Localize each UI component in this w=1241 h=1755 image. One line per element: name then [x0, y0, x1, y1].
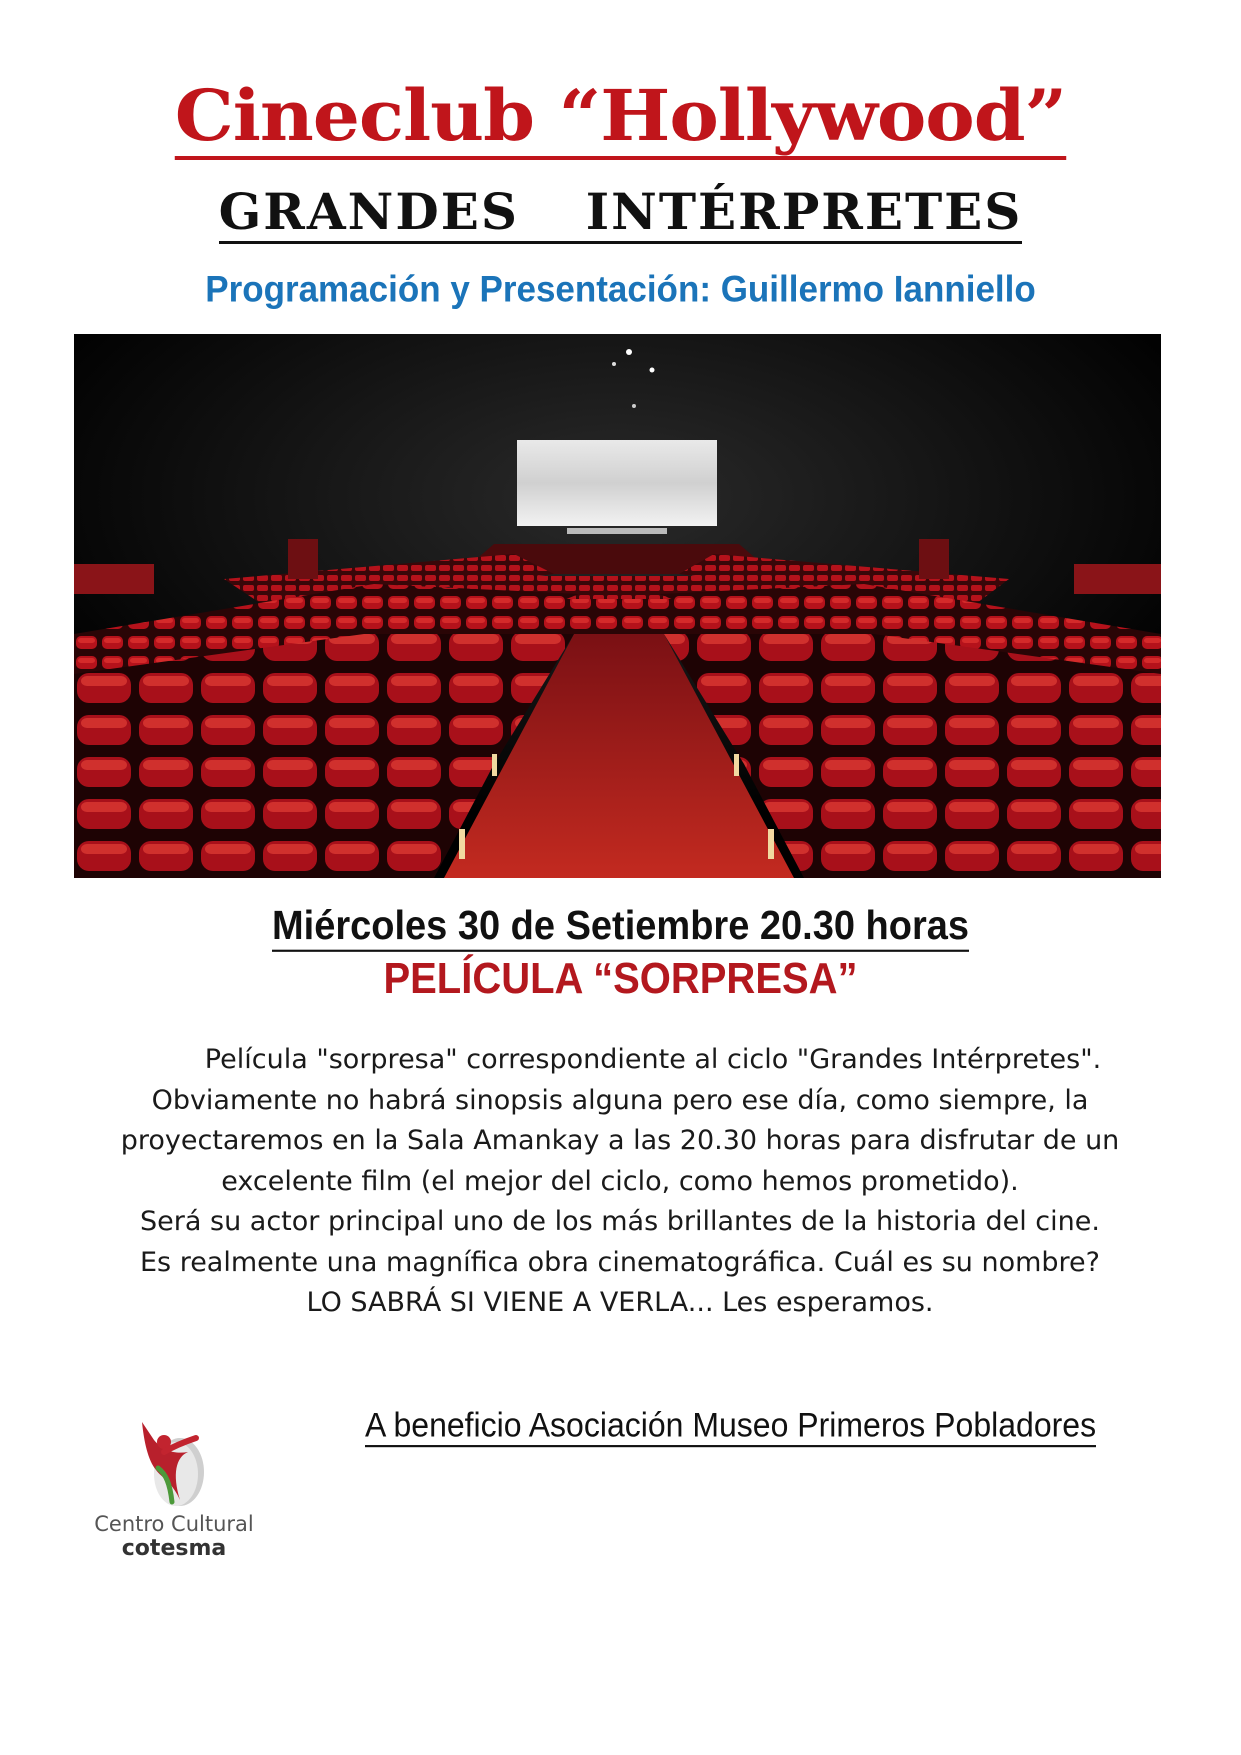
- cineclub-title-text: Cineclub “Hollywood”: [175, 78, 1066, 160]
- benefit-note: A beneficio Asociación Museo Primeros Pobladores: [365, 1404, 1096, 1447]
- movie-title: PELÍCULA “SORPRESA”: [383, 955, 858, 1003]
- logo-line-1: Centro Cultural: [94, 1512, 254, 1536]
- description-line: Película "sorpresa" correspondiente al ciclo "Grandes Intérpretes".: [204, 1044, 1102, 1075]
- event-description: [100, 1040, 1140, 1324]
- description-line: Será su actor principal uno de los más brillantes de la historia del cine.: [140, 1206, 1100, 1237]
- person-figure-icon: [84, 1412, 264, 1512]
- event-date-time: [0, 904, 1241, 950]
- description-line: Obviamente no habrá sinopsis alguna pero ese día, como siempre, la: [151, 1084, 1089, 1116]
- presenter-line: Programación y Presentación: Guillermo Ianniello: [205, 269, 1036, 310]
- centro-cultural-cotesma-logo: [84, 1412, 264, 1562]
- cineclub-title: [0, 74, 1241, 160]
- logo-line-2: cotesma: [121, 1536, 227, 1561]
- cycle-subtitle-text: GRANDES INTÉRPRETES: [219, 183, 1023, 244]
- description-line: excelente film (el mejor del ciclo, como hemos prometido).: [221, 1165, 1019, 1197]
- description-line: LO SABRÁ SI VIENE A VERLA... Les esperamos.: [306, 1287, 934, 1318]
- description-line: Es realmente una magnífica obra cinematográfica. Cuál es su nombre?: [139, 1246, 1100, 1278]
- event-date-time-text: Miércoles 30 de Setiembre 20.30 horas: [272, 902, 969, 952]
- cycle-subtitle: [0, 183, 1241, 244]
- description-line: proyectaremos en la Sala Amankay a las 20.30 horas para disfrutar de un: [120, 1125, 1120, 1156]
- cinema-hall-photo: [74, 334, 1161, 878]
